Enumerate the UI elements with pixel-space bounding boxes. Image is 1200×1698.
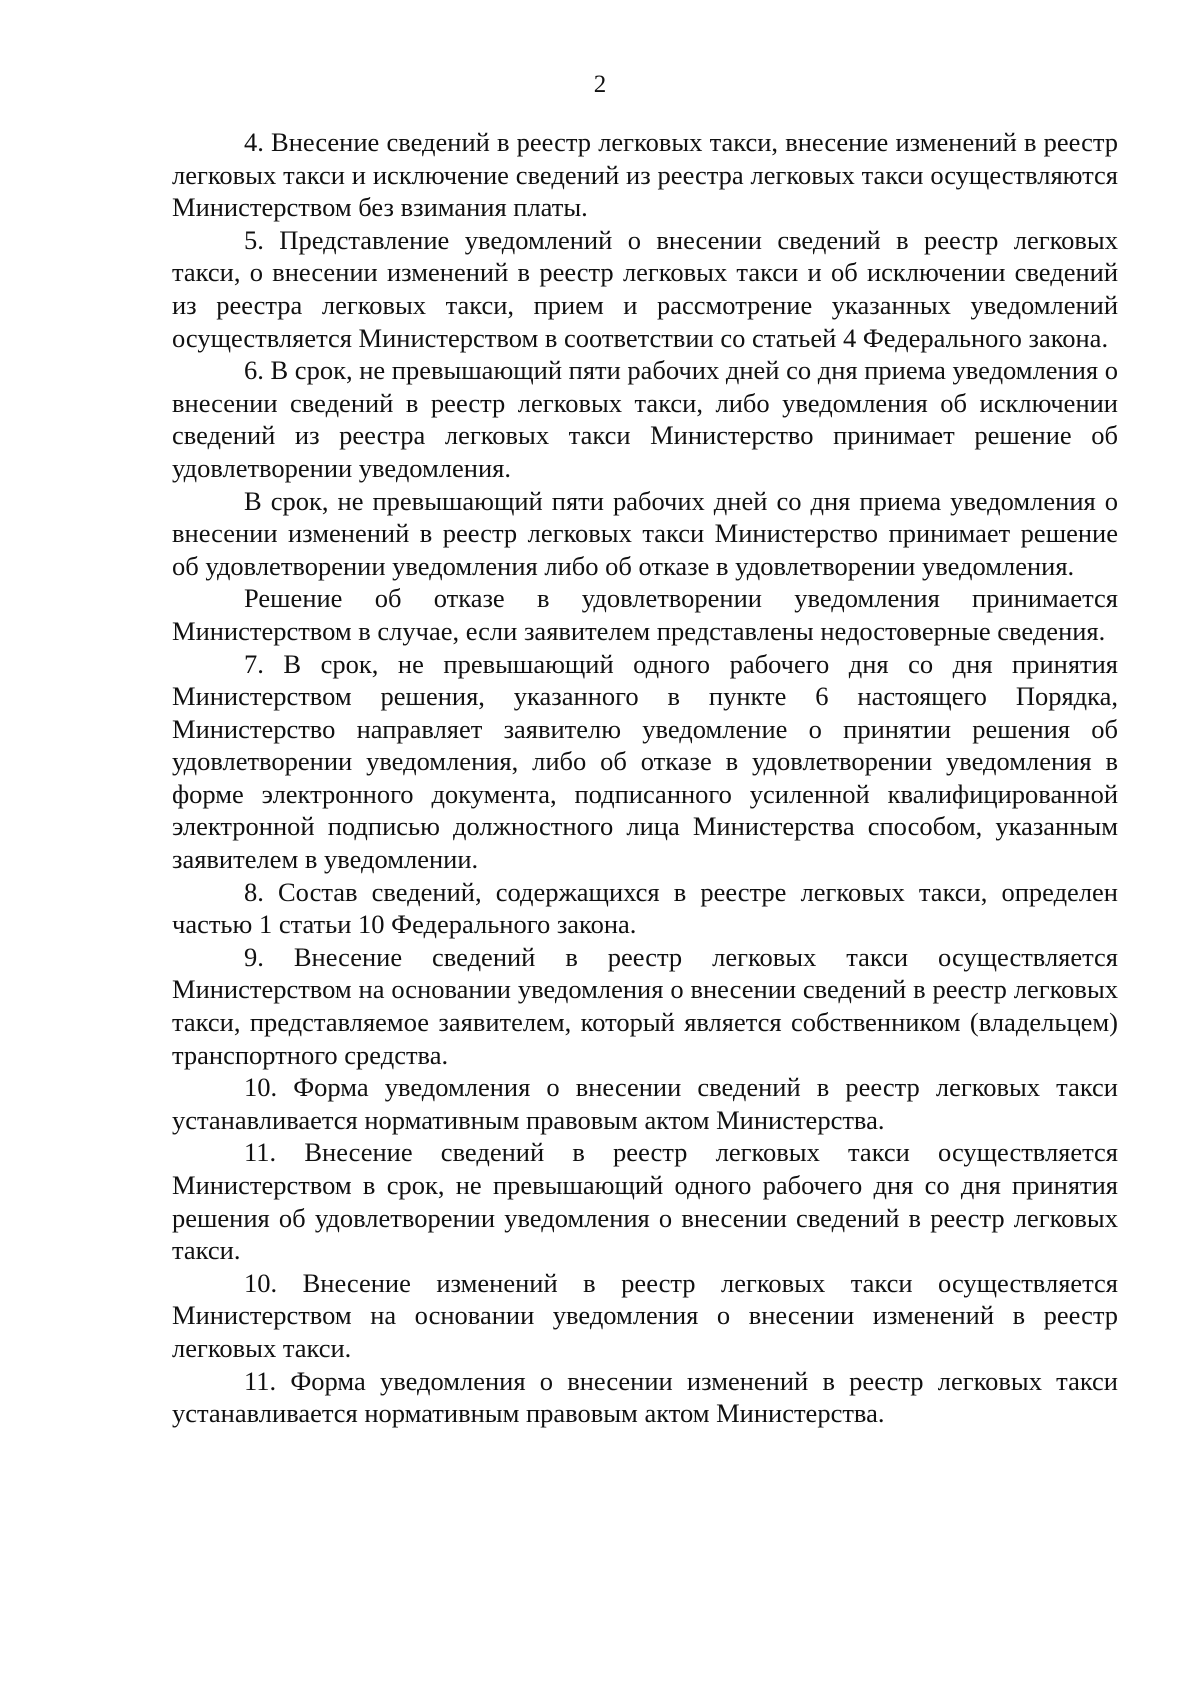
paragraph-6-decision-deadline: 6. В срок, не превышающий пяти рабочих дней со дня приема уведомления о внесении сведений в реестр легковых такси, либо уведомления об исключении сведений из реестра легковых такси Министерство принимает решение об удовлетворении уведомления. (172, 355, 1118, 483)
paragraph-9-entry-basis: 9. Внесение сведений в реестр легковых такси осуществляется Министерством на основании уведомления о внесении сведений в реестр легковых такси, представляемое заявителем, который является собственником (владельцем) транспортного средства. (172, 941, 1118, 1070)
paragraph-8-registry-contents: 8. Состав сведений, содержащихся в реестре легковых такси, определен частью 1 статьи 10 Федерального закона. (172, 876, 1118, 940)
document-body (172, 126, 1118, 1430)
paragraph-10-changes-basis: 10. Внесение изменений в реестр легковых такси осуществляется Министерством на основании уведомления о внесении изменений в реестр легковых такси. (172, 1267, 1118, 1363)
paragraph-7-decision-notice: 7. В срок, не превышающий одного рабочего дня со дня принятия Министерством решения, указанного в пункте 6 настоящего Порядка, Министерство направляет заявителю уведомление о принятии решения об удовлетворении уведомления, либо об отказе в удовлетворении уведомления в форме электронного документа, подписанного усиленной квалифицированной электронной подписью должностного лица Министерства способом, указанным заявителем в уведомлении. (172, 648, 1118, 875)
paragraph-4-entry-free-of-charge: 4. Внесение сведений в реестр легковых такси, внесение изменений в реестр легковых такси и исключение сведений из реестра легковых такси осуществляются Министерством без взимания платы. (172, 127, 1118, 223)
paragraph-5-notifications-submission: 5. Представление уведомлений о внесении сведений в реестр легковых такси, о внесении изменений в реестр легковых такси и об исключении сведений из реестра легковых такси, прием и рассмотрение указанных уведомлений осуществляется Министерством в соответствии со статьей 4 Федерального закона. (172, 224, 1118, 353)
paragraph-10-entry-form: 10. Форма уведомления о внесении сведений в реестр легковых такси устанавливается нормативным правовым актом Министерства. (172, 1072, 1118, 1135)
paragraph-6-refusal-grounds: Решение об отказе в удовлетворении уведомления принимается Министерством в случае, если заявителем представлены недостоверные сведения. (172, 583, 1118, 646)
paragraph-6-changes-decision: В срок, не превышающий пяти рабочих дней со дня приема уведомления о внесении изменений в реестр легковых такси Министерство принимает решение об удовлетворении уведомления либо об отказе в удовлетворении уведомления. (172, 485, 1118, 581)
paragraph-11-changes-form: 11. Форма уведомления о внесении изменений в реестр легковых такси устанавливается нормативным правовым актом Министерства. (172, 1365, 1118, 1429)
paragraph-11-entry-deadline: 11. Внесение сведений в реестр легковых такси осуществляется Министерством в срок, не превышающий одного рабочего дня со дня принятия решения об удовлетворении уведомления о внесении сведений в реестр легковых такси. (172, 1137, 1118, 1266)
page-number: 2 (593, 71, 607, 98)
